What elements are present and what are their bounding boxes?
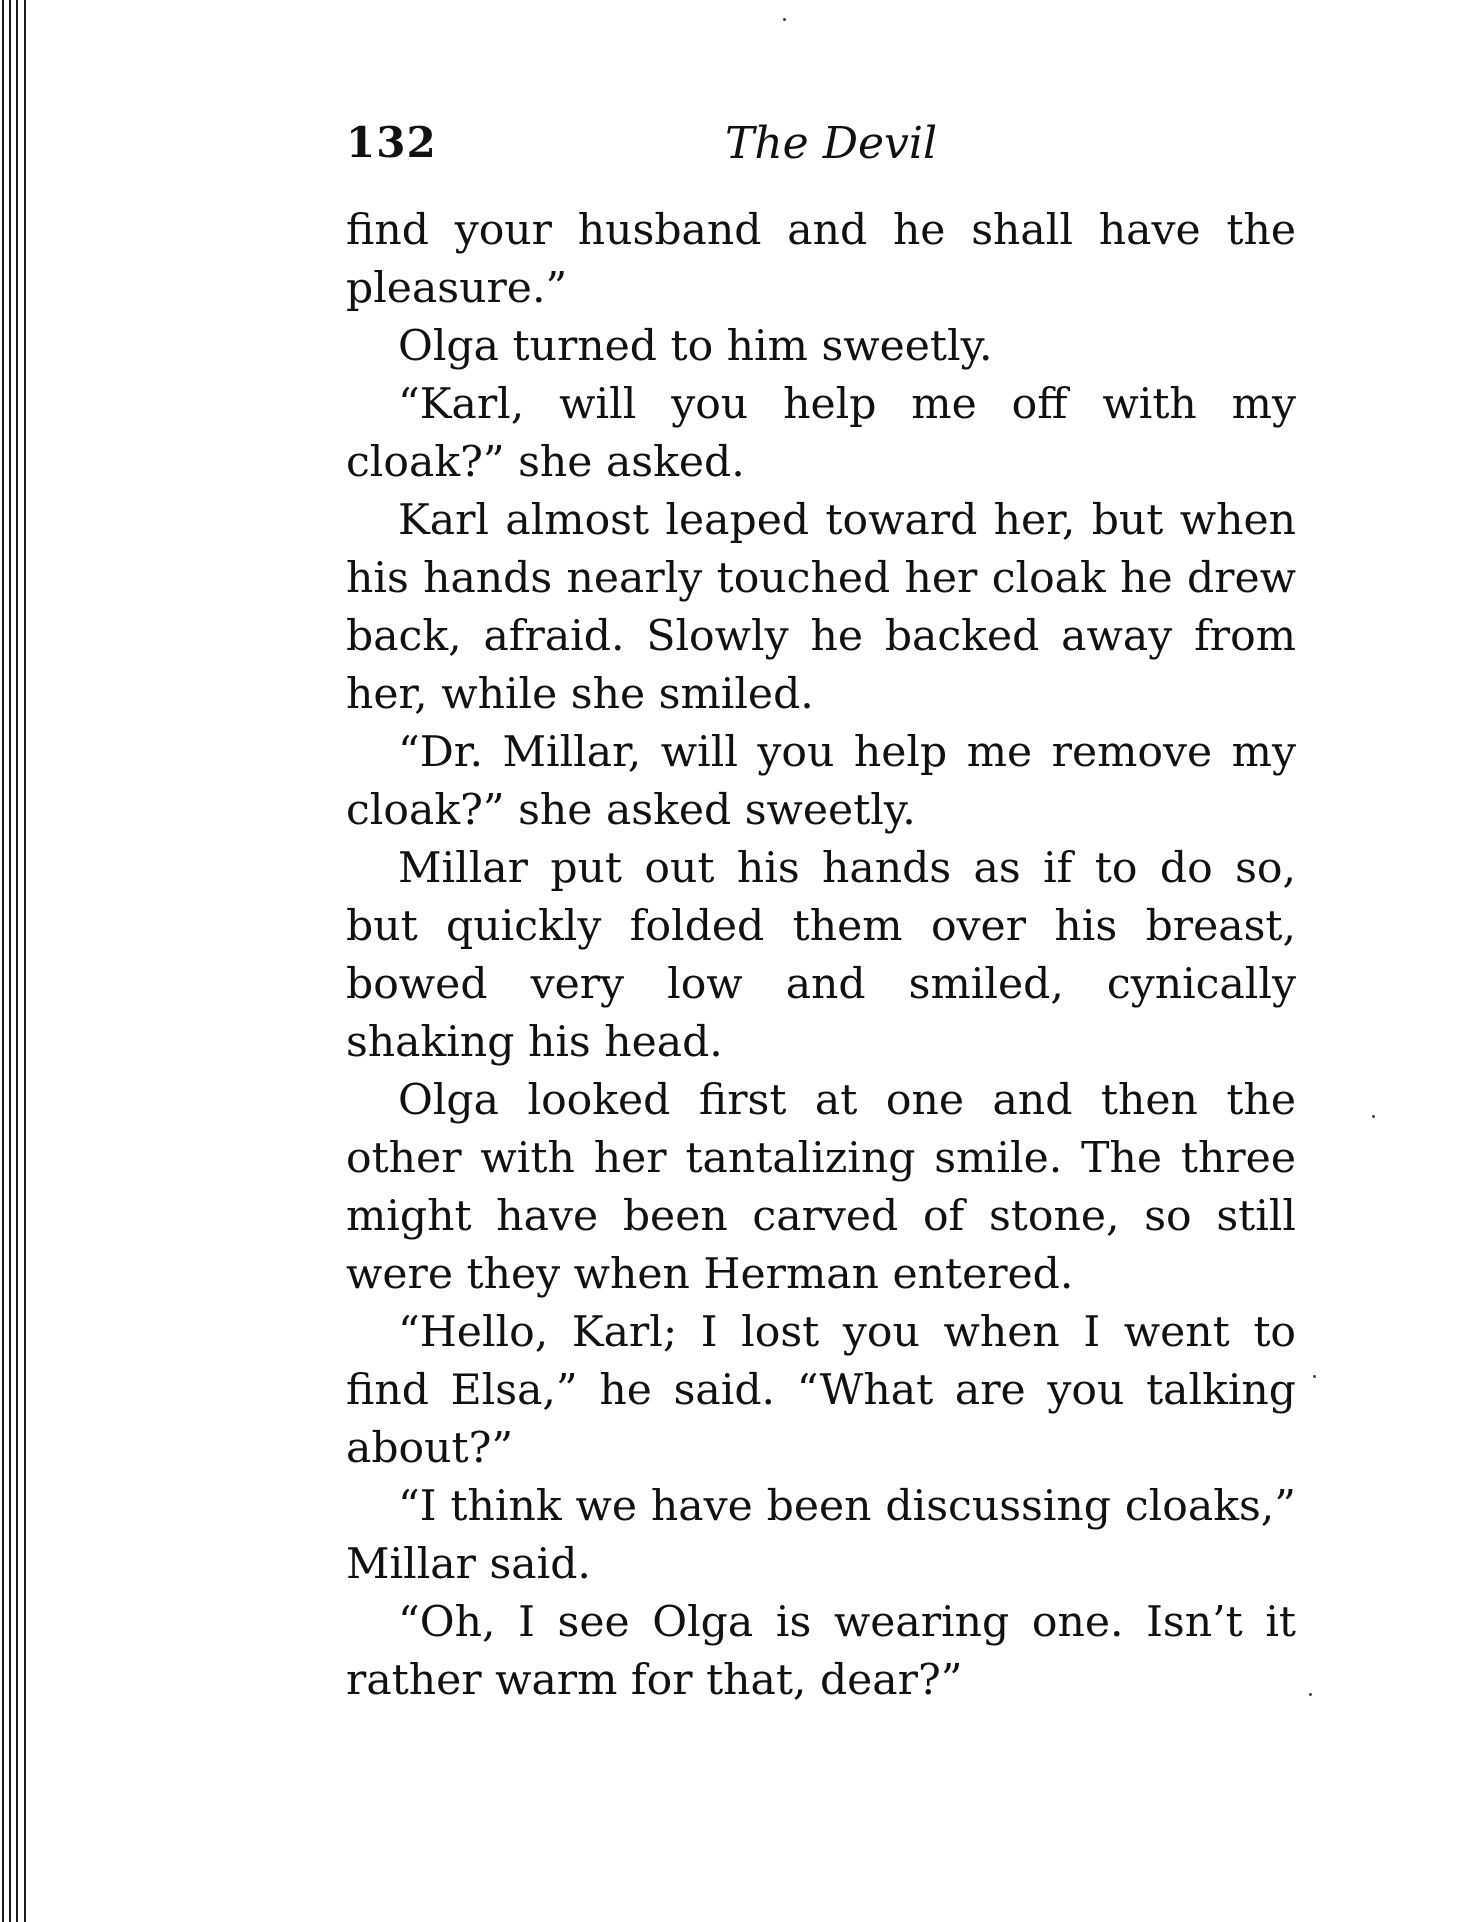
paragraph: “Karl, will you help me off with my cloak?” she asked. bbox=[346, 380, 1296, 487]
scan-speck bbox=[1313, 1375, 1316, 1378]
paragraph: find your husband and he shall have the pleasure.” bbox=[346, 206, 1296, 313]
paragraph: Olga turned to him sweetly. bbox=[398, 322, 993, 371]
paragraph: Karl almost leaped toward her, but when his hands nearly touched her cloak he drew back, afraid. Slowly he backed away from her, while she smiled. bbox=[346, 496, 1296, 719]
scan-speck bbox=[1372, 1115, 1375, 1118]
scan-speck bbox=[1309, 1693, 1312, 1696]
binding-edge-line bbox=[16, 0, 18, 1922]
paragraph: Millar put out his hands as if to do so, but quickly folded them over his breast, bowed very low and smiled, cynically shaking his head. bbox=[346, 844, 1296, 1067]
paragraph: “I think we have been discussing cloaks,” Millar said. bbox=[346, 1482, 1296, 1589]
paragraph: Olga looked first at one and then the other with her tantalizing smile. The three might have been carved of stone, so still were they when Herman entered. bbox=[346, 1076, 1296, 1299]
paragraph: “Dr. Millar, will you help me remove my cloak?” she asked sweetly. bbox=[346, 728, 1296, 835]
page-body bbox=[346, 202, 1296, 1710]
binding-edge-line bbox=[24, 0, 26, 1922]
binding-edge-line bbox=[9, 0, 11, 1922]
running-title: The Devil bbox=[724, 118, 938, 169]
paragraph: “Hello, Karl; I lost you when I went to find Elsa,” he said. “What are you talking about?” bbox=[346, 1308, 1296, 1473]
binding-edge-line bbox=[2, 0, 4, 1922]
page-header bbox=[346, 118, 1296, 174]
scan-speck bbox=[783, 18, 786, 21]
page-number: 132 bbox=[346, 118, 437, 167]
paragraph: “Oh, I see Olga is wearing one. Isn’t it rather warm for that, dear?” bbox=[346, 1598, 1296, 1705]
